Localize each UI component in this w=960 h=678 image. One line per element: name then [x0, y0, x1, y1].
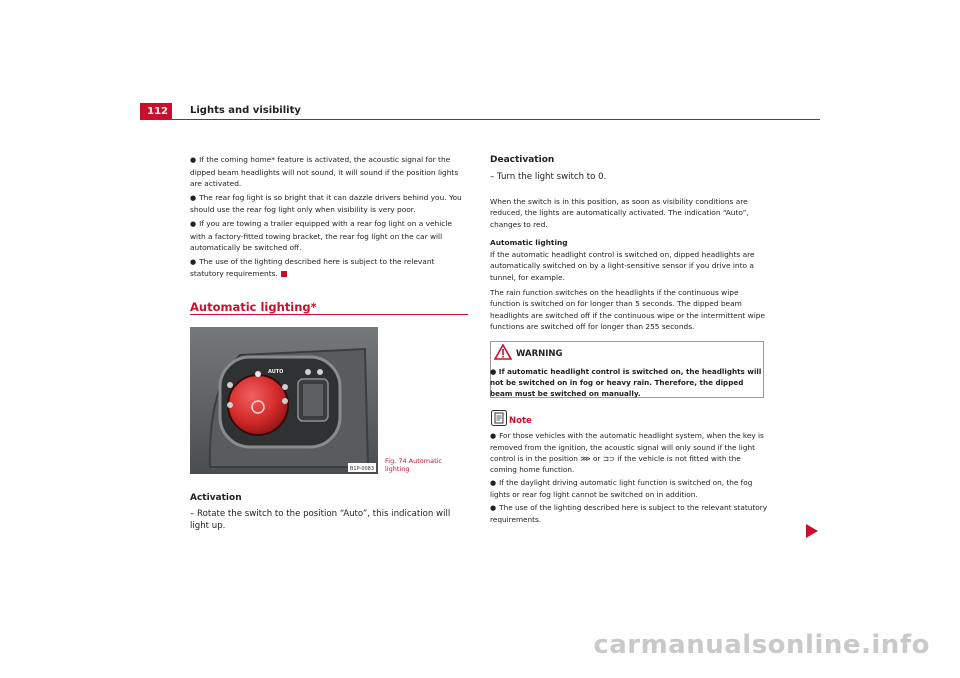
section-title: Automatic lighting* — [190, 300, 317, 314]
bullet-icon: ● — [190, 193, 197, 202]
header-rule — [172, 119, 820, 120]
bullet-icon: ● — [490, 432, 497, 440]
svg-text:B1P-0083: B1P-0083 — [350, 466, 375, 472]
bullet-icon: ● — [190, 219, 197, 228]
list-item: ● For those vehicles with the automatic headlight system, when the key is removed from the ignition, the acoustic signal will only sound if the light control is in the position ⋙ or ⊐⊃ if the vehicle is not fitted with the coming home function. — [490, 431, 764, 474]
watermark: carmanualsonline.info — [593, 630, 930, 660]
warning-title: WARNING — [516, 349, 563, 359]
bullet-icon: ● — [490, 367, 499, 376]
note-list — [490, 430, 768, 527]
warning-icon — [494, 344, 512, 360]
next-page-arrow-icon — [806, 524, 818, 538]
note-icon — [491, 410, 507, 426]
left-bullet-list — [190, 154, 468, 282]
warning-text: ● If automatic headlight control is switched on, the headlights will not be switched on in fog or heavy rain. Therefore, the dipped beam must be switched on manually. — [490, 367, 762, 399]
section-end-icon — [281, 271, 287, 277]
chapter-title: Lights and visibility — [190, 105, 301, 116]
bullet-icon: ● — [490, 479, 497, 487]
list-item: ● If the coming home* feature is activated, the acoustic signal for the dipped beam headlights will not sound, it will sound if the position lights are activated. — [190, 155, 459, 189]
paragraph-auto-position: When the switch is in this position, as soon as visibility conditions are reduced, the lights are automatically activated. The indication “Auto”, changes to red. — [490, 197, 749, 229]
page-number: 112 — [140, 103, 172, 120]
list-item: ● The rear fog light is so bright that it can dazzle drivers behind you. You should use the rear fog light only when visibility is very poor. — [190, 192, 462, 215]
bullet-icon: ● — [190, 156, 197, 164]
paragraph-auto-headlight: If the automatic headlight control is switched on, dipped headlights are automatically switched on by a light-sensitive sensor if you drive into a tunnel, for example. — [490, 250, 755, 282]
light-switch-figure — [190, 327, 378, 474]
activation-heading: Activation — [190, 493, 242, 503]
figure-caption: Fig. 74 Automatic lighting — [385, 457, 443, 473]
list-item: ● The use of the lighting described here is subject to the relevant statutory requirements. — [190, 256, 435, 279]
deactivation-step: – Turn the light switch to 0. — [490, 172, 607, 182]
note-title: Note — [509, 416, 532, 426]
bullet-icon: ● — [490, 504, 497, 512]
light-switch-illustration — [190, 327, 378, 474]
automatic-lighting-subheading: Automatic lighting — [490, 238, 568, 247]
list-item: ● If you are towing a trailer equipped with a rear fog light on a vehicle with a factory-fitted towing bracket, the rear fog light on the car will automatically be switched off. — [190, 218, 452, 253]
list-item: ● The use of the lighting described here is subject to the relevant statutory requirements. — [490, 503, 768, 524]
bullet-icon: ● — [190, 257, 197, 266]
deactivation-heading: Deactivation — [490, 155, 555, 165]
section-rule — [190, 314, 468, 315]
activation-step: – Rotate the switch to the position “Auto”, this indication will light up. — [190, 509, 451, 531]
svg-text:AUTO: AUTO — [268, 369, 284, 375]
paragraph-rain-function: The rain function switches on the headlights if the continuous wipe function is switched on for longer than 5 seconds. The dipped beam headlights are switched off if the continuous wipe or the intermittent wipe functions are switched off for longer than 255 seconds. — [490, 288, 765, 331]
list-item: ● If the daylight driving automatic light function is switched on, the fog lights or rear fog light cannot be switched on in addition. — [490, 478, 753, 499]
